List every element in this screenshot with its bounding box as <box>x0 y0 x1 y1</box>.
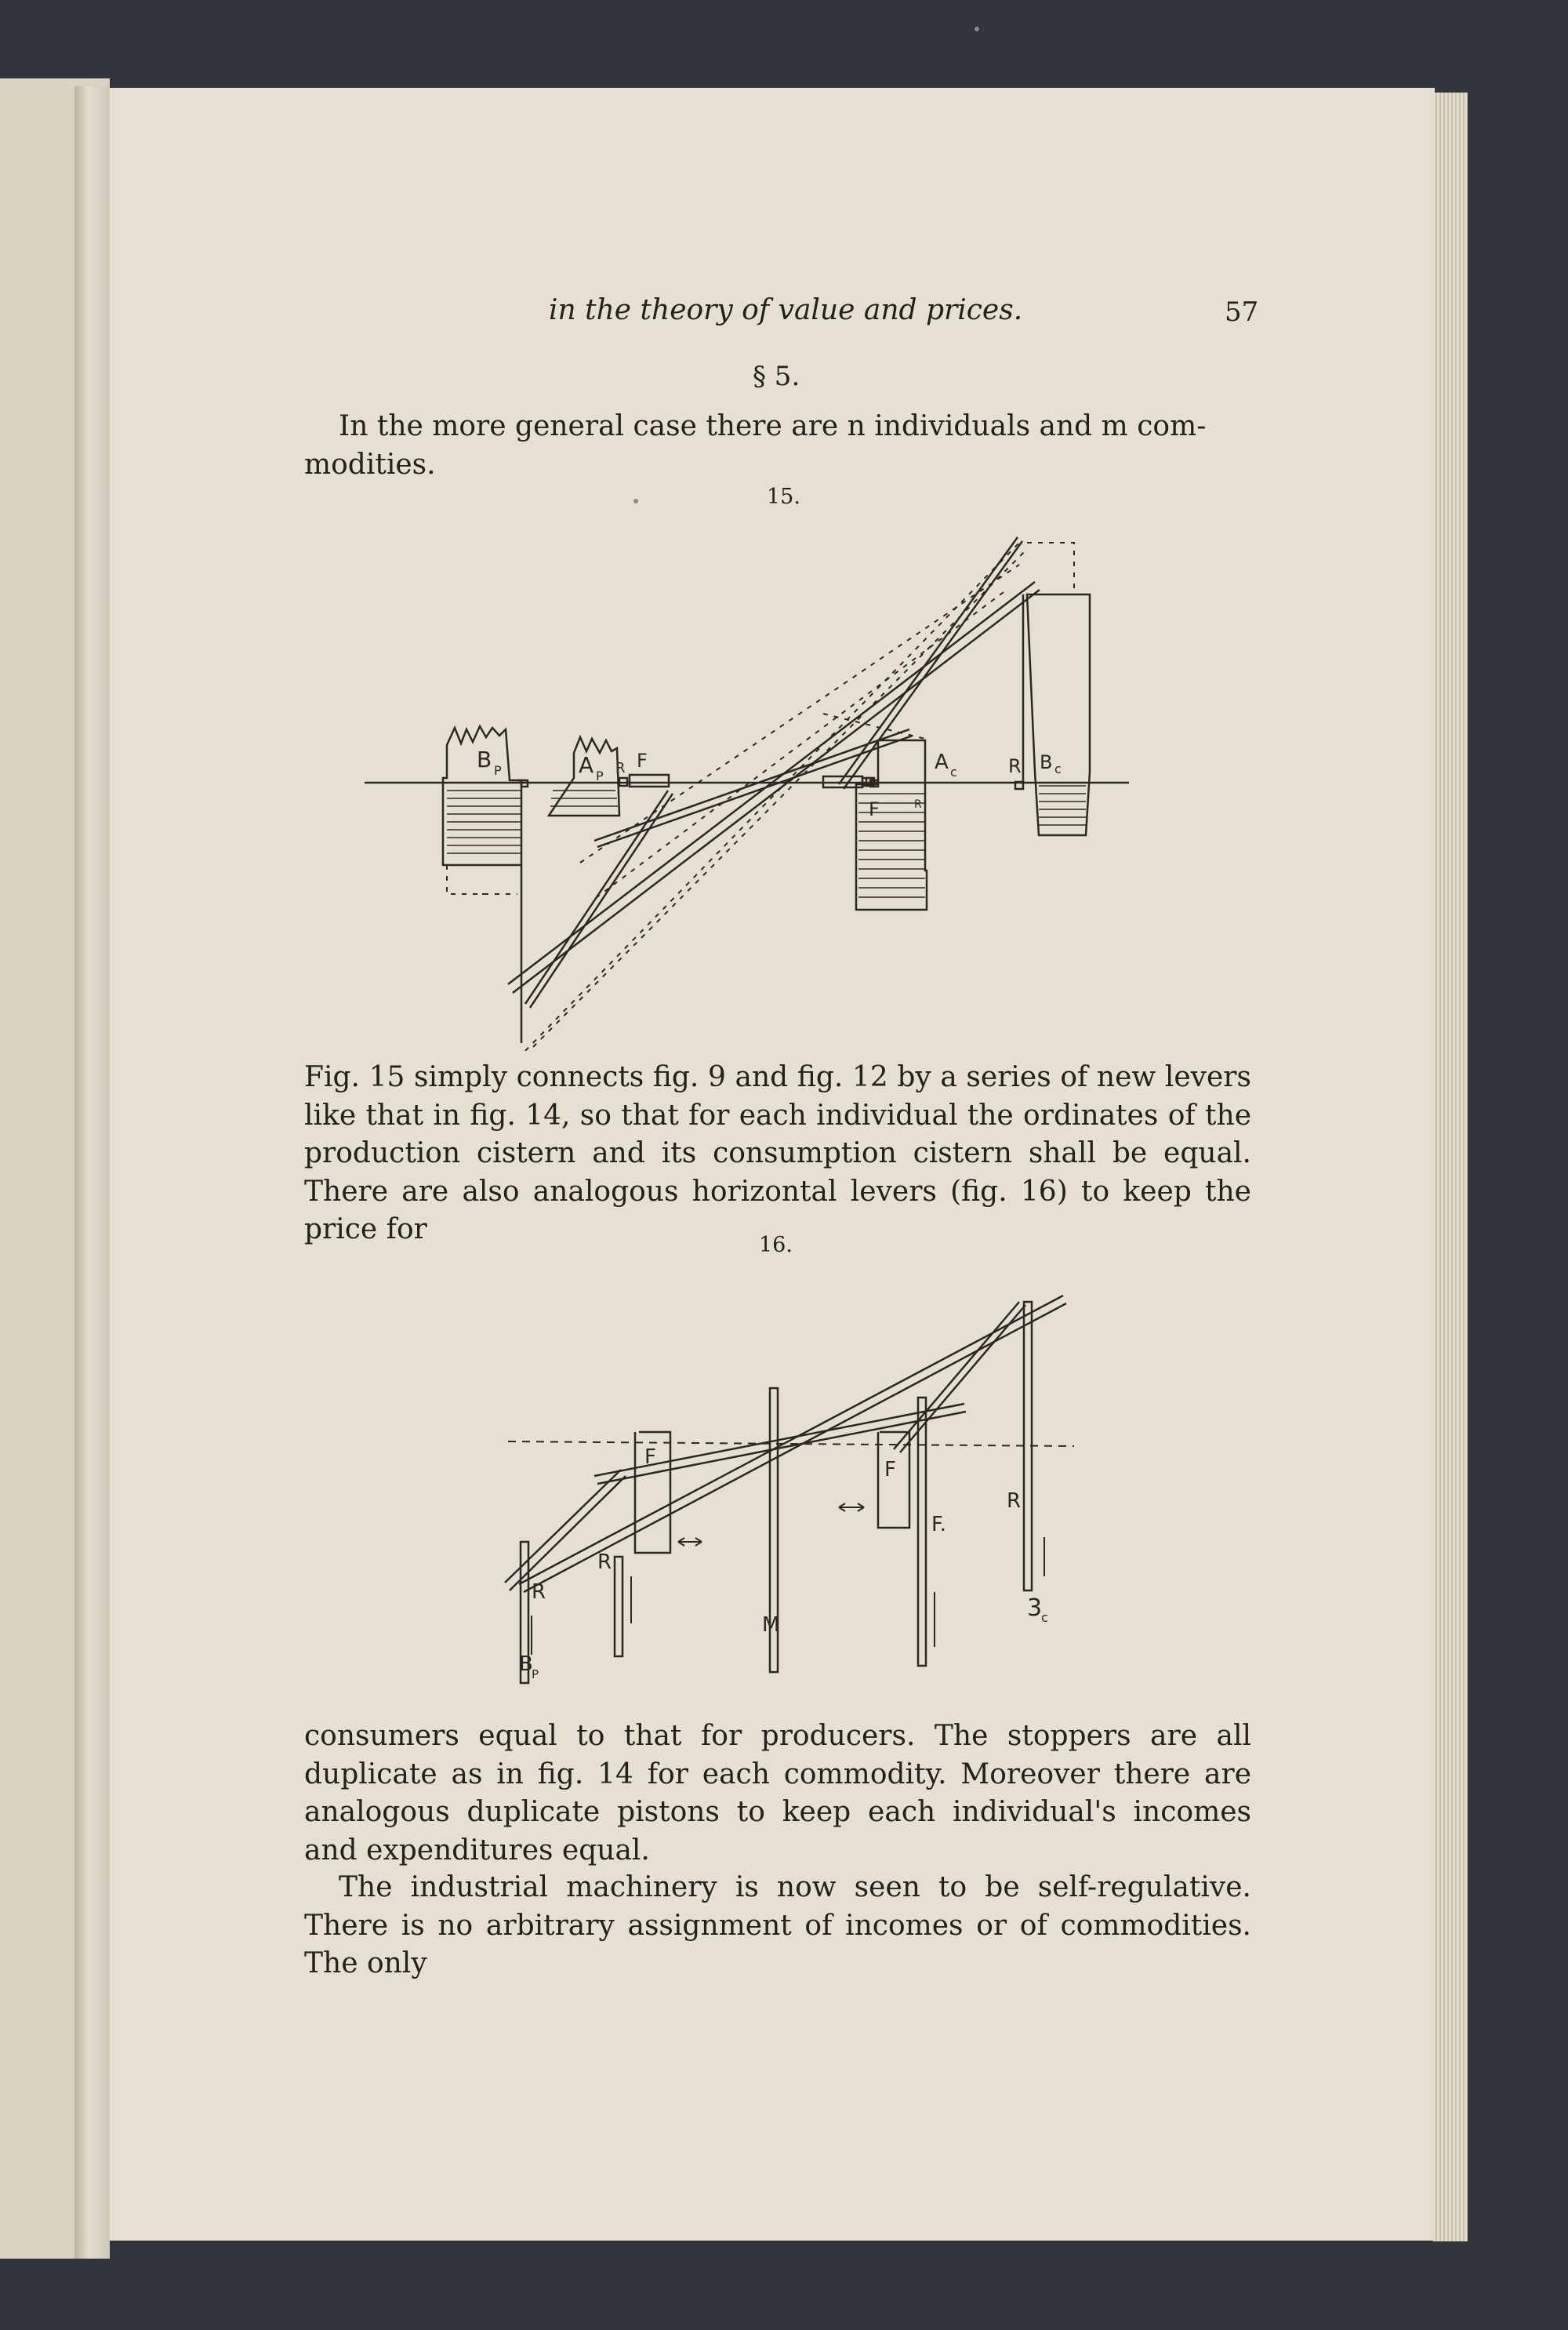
fig15-label-bp-sub: P <box>494 763 502 778</box>
section-heading: § 5. <box>753 361 800 392</box>
fig16-label-f-right2: F. <box>931 1513 947 1536</box>
figure-15-diagram <box>345 502 1192 1051</box>
speck <box>975 27 979 31</box>
fig15-label-bc-sub: c <box>1054 762 1062 776</box>
paragraph-fig15: Fig. 15 simply connects fig. 9 and fig. 12 by a series of new levers like that in fig. 14, so that for each individual the ordinates of the production cistern and its consumption cistern shall be equal. There are also analogous horizontal levers (fig. 16) to keep the price for <box>304 1061 1251 1245</box>
book-gutter <box>74 86 110 2259</box>
page-number: 57 <box>1225 296 1259 328</box>
running-title: in the theory of value and prices. <box>549 294 1023 326</box>
intro-line-2: modities. <box>304 448 436 481</box>
fig15-label-r2: R <box>914 798 922 811</box>
fig16-label-bp-sub: P <box>532 1667 539 1681</box>
fig15-label-ac-sub: c <box>950 765 957 780</box>
fig15-label-f1: F <box>637 750 648 772</box>
fig15-label-bp: B <box>477 747 492 772</box>
fig16-rod-r <box>615 1557 622 1656</box>
page-edges <box>1433 93 1468 2241</box>
fig15-label-f2: F <box>869 798 880 820</box>
fig15-lever-3b <box>530 794 673 1008</box>
fig16-label-r-second: R <box>597 1550 612 1574</box>
fig16-label-r-left: R <box>532 1580 546 1604</box>
fig15-label-ap: A <box>579 752 594 778</box>
figure-15-number: 15. <box>767 485 800 509</box>
figure-16-diagram <box>486 1278 1098 1718</box>
fig15-cistern-ac <box>856 740 927 910</box>
fig16-label-bc-sub: c <box>1041 1610 1048 1625</box>
fig16-label-bc: 3 <box>1027 1594 1043 1622</box>
figure-16-number: 16. <box>759 1233 793 1257</box>
fig16-label-f-left: F <box>644 1445 656 1469</box>
intro-paragraph <box>304 408 1251 484</box>
fig15-cistern-bc <box>1027 594 1090 835</box>
fig15-label-bc: B <box>1040 751 1053 773</box>
fig15-lever-4 <box>839 537 1018 784</box>
fig16-label-m: M <box>762 1613 780 1637</box>
fig15-label-ac: A <box>935 751 949 774</box>
fig16-label-r-right: R <box>1007 1489 1022 1513</box>
fig16-rod-fr <box>918 1398 926 1666</box>
fig15-label-r3: R <box>1008 755 1022 777</box>
fig16-label-bp: B <box>519 1652 533 1676</box>
fig16-lever-top <box>519 1296 1063 1584</box>
fig15-label-ap-sub: P <box>596 769 604 783</box>
paragraph-final: The industrial machinery is now seen to be self-regulative. There is no arbitrary assignment of incomes or of commodities. The only <box>304 1871 1251 1979</box>
fig16-label-f-right: F <box>884 1458 896 1481</box>
intro-line-1: In the more general case there are n individuals and m com- <box>339 410 1207 442</box>
fig15-label-r1: R <box>615 760 626 776</box>
fig15-lever-4b <box>844 541 1022 789</box>
fig15-lever-1b <box>513 590 1040 993</box>
paragraph-fig16: consumers equal to that for producers. The stoppers are all duplicate as in fig. 14 for each commodity. Moreover there are analogous duplicate pistons to keep each individual's incomes and expenditures equal. <box>304 1720 1251 1867</box>
